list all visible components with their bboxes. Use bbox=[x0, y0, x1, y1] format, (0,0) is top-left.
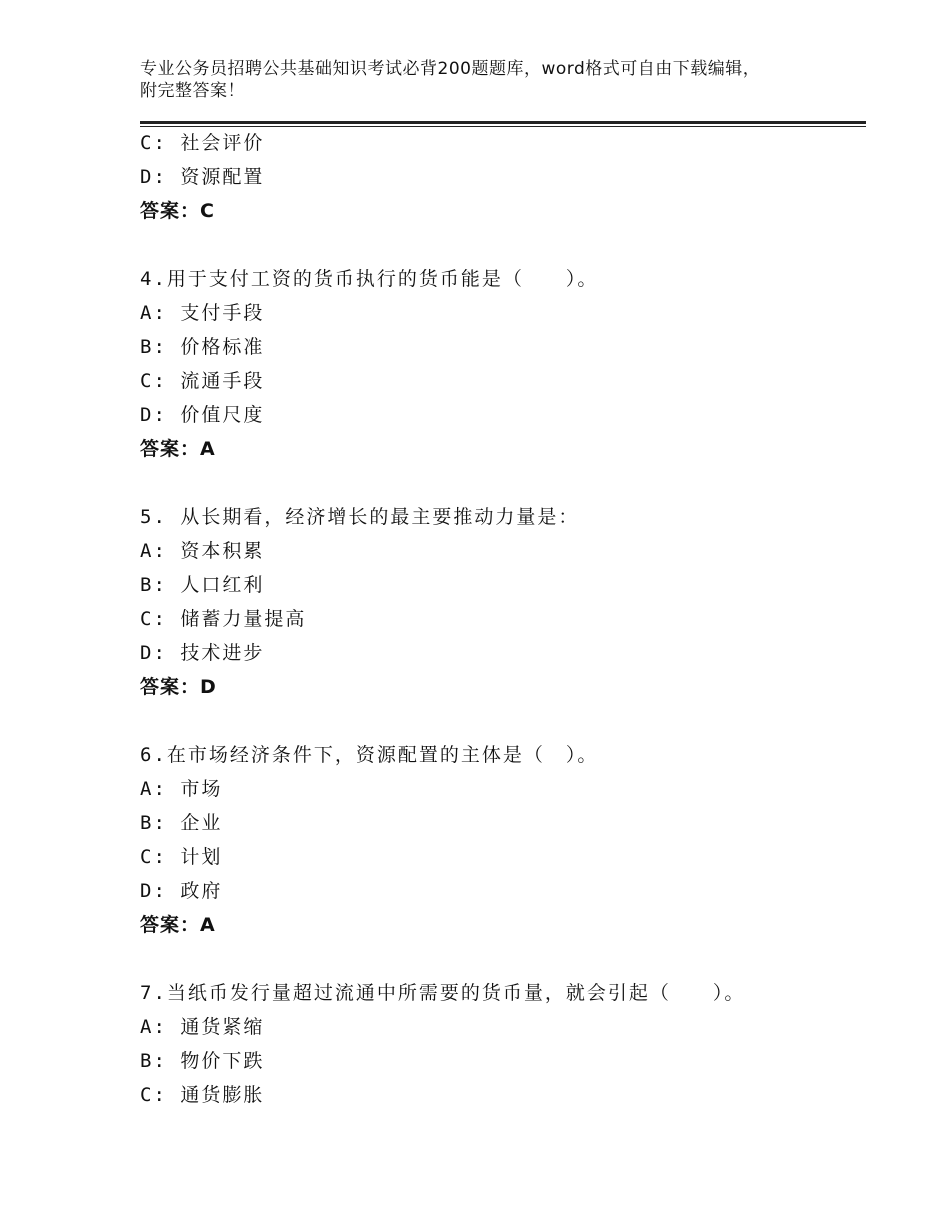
question-stem: 4.用于支付工资的货币执行的货币能是（ ）。 bbox=[140, 268, 599, 290]
option-text: 人口红利 bbox=[180, 574, 265, 596]
option-line: D: 政府 bbox=[140, 880, 223, 902]
option-text: 价值尺度 bbox=[180, 404, 265, 426]
option-letter: A bbox=[140, 778, 154, 800]
option-letter: A bbox=[140, 540, 154, 562]
option-letter: B bbox=[140, 812, 154, 834]
answer-label: 答案： bbox=[140, 438, 201, 460]
option-letter: C bbox=[140, 846, 154, 868]
option-text: 通货膨胀 bbox=[180, 1084, 265, 1106]
option-text: 社会评价 bbox=[180, 132, 265, 154]
header-divider-thick bbox=[140, 121, 866, 124]
option-text: 储蓄力量提高 bbox=[180, 608, 307, 630]
answer-value: A bbox=[200, 438, 216, 460]
option-line: D: 技术进步 bbox=[140, 642, 265, 664]
answer-value: A bbox=[200, 914, 216, 936]
question-list bbox=[140, 126, 860, 1112]
header-line-2: 附完整答案！ bbox=[140, 81, 245, 101]
option-letter: B bbox=[140, 1050, 154, 1072]
document-header bbox=[140, 58, 830, 102]
answer-label: 答案： bbox=[140, 676, 201, 698]
question-stem: 6.在市场经济条件下，资源配置的主体是（ ）。 bbox=[140, 744, 599, 766]
option-text: 支付手段 bbox=[180, 302, 265, 324]
answer-line bbox=[140, 670, 860, 704]
option-text: 企业 bbox=[180, 812, 223, 834]
option-letter: A bbox=[140, 1016, 154, 1038]
option-text: 计划 bbox=[180, 846, 223, 868]
option-line: B: 企业 bbox=[140, 812, 223, 834]
option-line: C: 流通手段 bbox=[140, 370, 265, 392]
option-text: 价格标准 bbox=[180, 336, 265, 358]
option-line: C: 计划 bbox=[140, 846, 223, 868]
answer-value: C bbox=[200, 200, 215, 222]
option-letter: C bbox=[140, 132, 154, 154]
option-letter: B bbox=[140, 574, 154, 596]
option-text: 政府 bbox=[180, 880, 223, 902]
option-text: 资本积累 bbox=[180, 540, 265, 562]
answer-value: D bbox=[200, 676, 217, 698]
option-line: B: 价格标准 bbox=[140, 336, 265, 358]
option-text: 通货紧缩 bbox=[180, 1016, 265, 1038]
option-line: A: 市场 bbox=[140, 778, 223, 800]
option-line: B: 物价下跌 bbox=[140, 1050, 265, 1072]
answer-line bbox=[140, 432, 860, 466]
answer-line bbox=[140, 194, 860, 228]
option-line: D: 资源配置 bbox=[140, 166, 265, 188]
option-letter: A bbox=[140, 302, 154, 324]
answer-label: 答案： bbox=[140, 914, 201, 936]
option-letter: D bbox=[140, 880, 154, 902]
option-text: 资源配置 bbox=[180, 166, 265, 188]
header-line-1: 专业公务员招聘公共基础知识考试必背200题题库，word格式可自由下载编辑， bbox=[140, 59, 761, 79]
option-text: 物价下跌 bbox=[180, 1050, 265, 1072]
option-letter: D bbox=[140, 642, 154, 664]
option-letter: D bbox=[140, 404, 154, 426]
option-line: B: 人口红利 bbox=[140, 574, 265, 596]
option-line: A: 资本积累 bbox=[140, 540, 265, 562]
option-text: 流通手段 bbox=[180, 370, 265, 392]
option-line: A: 支付手段 bbox=[140, 302, 265, 324]
option-letter: B bbox=[140, 336, 154, 358]
option-line: D: 价值尺度 bbox=[140, 404, 265, 426]
option-letter: C bbox=[140, 370, 154, 392]
question-stem: 7.当纸币发行量超过流通中所需要的货币量，就会引起（ ）。 bbox=[140, 982, 746, 1004]
option-letter: D bbox=[140, 166, 154, 188]
option-line: C: 储蓄力量提高 bbox=[140, 608, 307, 630]
option-text: 技术进步 bbox=[180, 642, 265, 664]
answer-line bbox=[140, 908, 860, 942]
option-letter: C bbox=[140, 1084, 154, 1106]
question-stem: 5. 从长期看，经济增长的最主要推动力量是： bbox=[140, 506, 580, 528]
option-letter: C bbox=[140, 608, 154, 630]
option-text: 市场 bbox=[180, 778, 223, 800]
option-line: A: 通货紧缩 bbox=[140, 1016, 265, 1038]
option-line: C: 通货膨胀 bbox=[140, 1084, 265, 1106]
option-line: C: 社会评价 bbox=[140, 132, 265, 154]
answer-label: 答案： bbox=[140, 200, 201, 222]
